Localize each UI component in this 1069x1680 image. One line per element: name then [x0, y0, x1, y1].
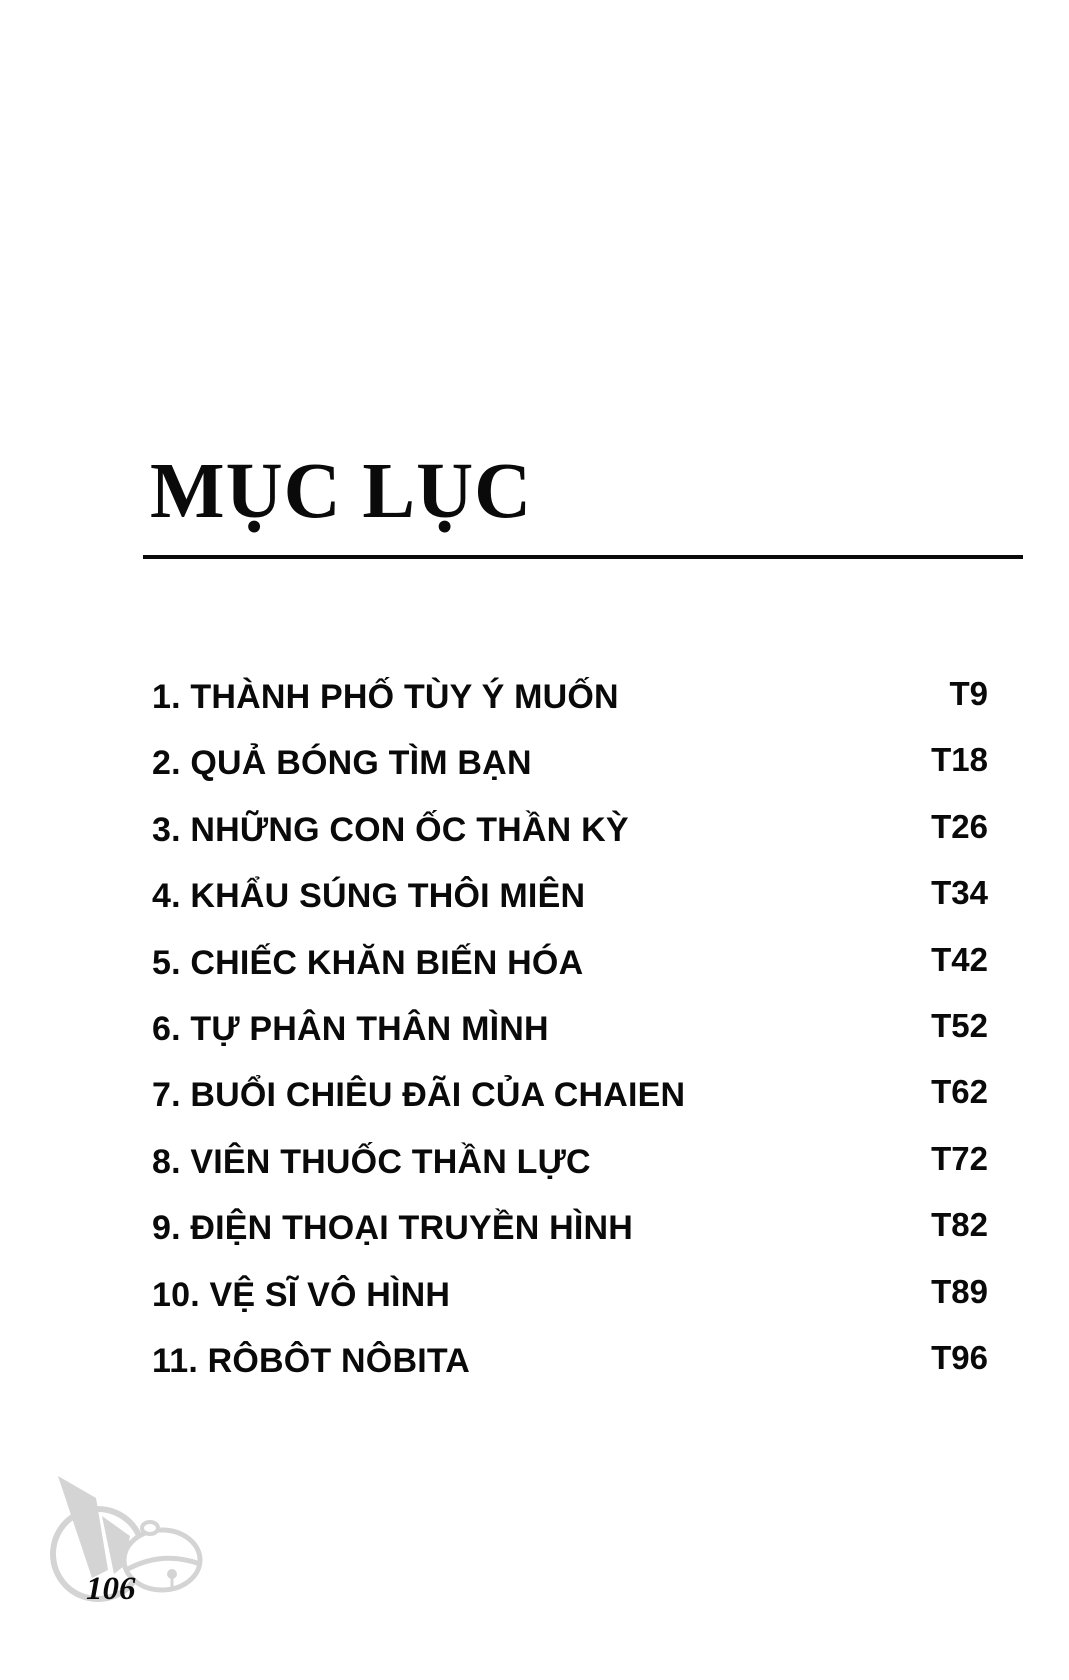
toc-entry-title: 9. ĐIỆN THOẠI TRUYỀN HÌNH — [152, 1209, 634, 1248]
toc-entry-title: 7. BUỔI CHIÊU ĐÃI CỦA CHAIEN — [152, 1076, 686, 1115]
toc-entry-page: T18 — [931, 741, 988, 779]
toc-entry-11[interactable] — [152, 1338, 988, 1407]
toc-entry-page: T82 — [931, 1206, 988, 1244]
toc-entry-page: T72 — [931, 1139, 988, 1177]
toc-entry-page: T62 — [931, 1073, 988, 1111]
toc-entry-5[interactable] — [152, 940, 988, 1009]
toc-entry-page: T34 — [931, 874, 988, 912]
toc-entry-4[interactable] — [152, 876, 988, 942]
page-number: 106 — [86, 1571, 136, 1607]
toc-entry-title: 5. CHIẾC KHĂN BIẾN HÓA — [152, 943, 584, 982]
toc-entry-title: 8. VIÊN THUỐC THẦN LỰC — [152, 1142, 591, 1181]
toc-entry-9[interactable] — [152, 1208, 988, 1274]
page-title: MỤC LỤC — [150, 448, 533, 535]
toc-entry-title: 10. VỆ SĨ VÔ HÌNH — [152, 1275, 451, 1314]
toc-entry-2[interactable] — [152, 743, 988, 809]
title-underline — [143, 555, 1023, 559]
toc-entry-6[interactable] — [152, 1006, 988, 1075]
toc-entry-title: 2. QUẢ BÓNG TÌM BẠN — [152, 744, 532, 783]
toc-entry-page: T96 — [931, 1338, 988, 1376]
toc-entry-title: 6. TỰ PHÂN THÂN MÌNH — [152, 1009, 549, 1048]
toc-entry-page: T26 — [931, 807, 988, 845]
toc-entry-page: T42 — [931, 940, 988, 978]
toc-entry-3[interactable] — [152, 807, 988, 876]
toc-entry-1[interactable] — [152, 677, 988, 743]
toc-entry-title: 11. RÔBÔT NÔBITA — [152, 1341, 471, 1380]
toc-entry-title: 4. KHẨU SÚNG THÔI MIÊN — [152, 877, 586, 916]
toc-entry-page: T89 — [931, 1272, 988, 1310]
toc-entry-7[interactable] — [152, 1075, 988, 1141]
toc-entry-page: T52 — [931, 1006, 988, 1044]
table-of-contents — [152, 677, 988, 1407]
toc-entry-title: 1. THÀNH PHỐ TÙY Ý MUỐN — [152, 678, 619, 716]
toc-entry-title: 3. NHỮNG CON ỐC THẦN KỲ — [152, 810, 629, 849]
toc-entry-10[interactable] — [152, 1272, 988, 1341]
toc-entry-8[interactable] — [152, 1139, 988, 1208]
toc-entry-page: T9 — [949, 675, 988, 712]
